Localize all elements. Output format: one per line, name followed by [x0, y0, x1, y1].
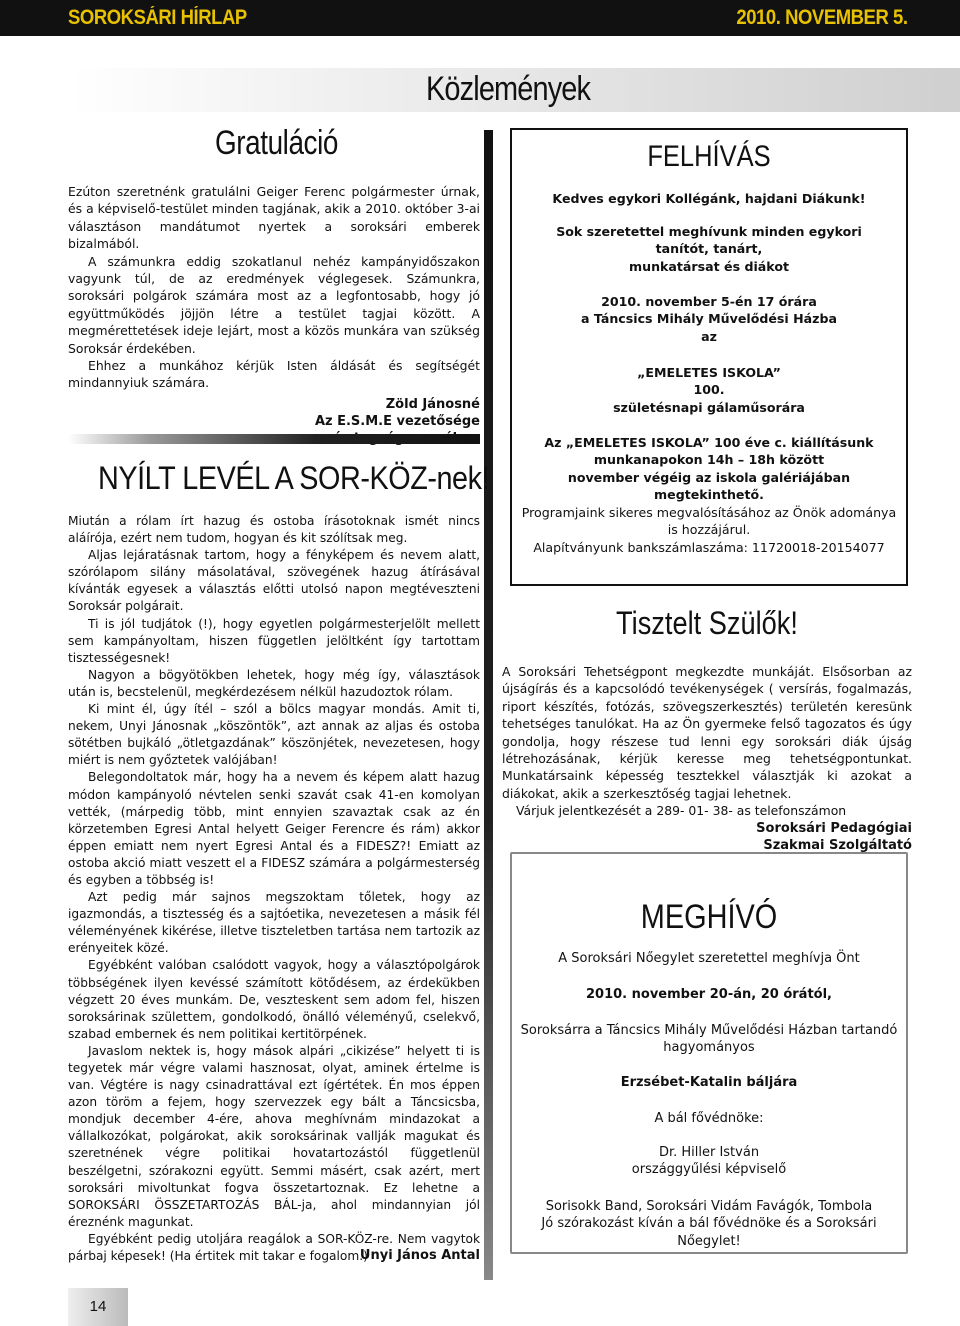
felhivas-greeting: Kedves egykori Kollégánk, hajdani Diákunk!: [552, 191, 866, 206]
issue-date: 2010. NOVEMBER 5.: [736, 6, 908, 29]
szulok-article: [502, 663, 912, 854]
horizontal-rule: [68, 434, 480, 444]
publication-name: SOROKSÁRI HÍRLAP: [68, 6, 247, 29]
exhibition-line: munkanapokon 14h – 18h között: [593, 452, 825, 468]
gala-line: 100.: [693, 382, 725, 398]
signature-line: Szakmai Szolgáltató: [763, 837, 912, 853]
meghivo-title: MEGHÍVÓ: [640, 898, 778, 936]
szulok-signature: [502, 820, 912, 854]
open-letter-paragraph: Nagyon a bögyötökben lehetek, hogy még így, választások után is, becstelenül, megkérdezésem nélkül hazudoztok rólam.: [68, 667, 480, 699]
invite-line: munkatársat és diákot: [628, 258, 790, 274]
invite-line: tanítót, tanárt,: [655, 241, 763, 257]
place-line: Soroksárra a Táncsics Mihály Művelődési Házban tartandó: [520, 1023, 898, 1038]
exhibition-line: Az „EMELETES ISKOLA” 100 éve c. kiállításunk: [544, 435, 874, 450]
page-number: 14: [68, 1288, 128, 1326]
meghivo-box: [510, 852, 908, 1254]
gratulacio-paragraph: Ehhez a munkához kérjük Isten áldását és segítségét mindannyiuk számára.: [68, 358, 480, 391]
open-letter-paragraph: Belegondoltatok már, hogy ha a nevem és képem alatt hazug módon kampányoló névtelen senki szavát csak 41-en komolyan vették, (márpedig több, mint ennyien szavaztak csak az én körzetemben Egresi Antal helyett Geiger Ferencre és rám) akkor éppen emiatt nem nyert Egresi Antal és a FIDESZ?! Emiatt az ostoba akció miatt veszett el a FIDESZ számára a polgármesterség és egyben a többség is!: [68, 770, 480, 887]
open-letter-title: NYÍLT LEVÉL A SOR-KÖZ-nek!: [98, 460, 490, 496]
open-letter-paragraph: Azt pedig már sajnos megszoktam tőletek, hogy az igazmondás, a tisztesség és a sajtóetika, nevezetesen a másik fél véleményének kikérése, illetve tiszteletben tartása nem tartozik az erényeitek közé.: [68, 890, 480, 956]
gratulacio-article: [68, 183, 480, 447]
column-divider: [484, 130, 493, 1280]
support-line: Programjaink sikeres megvalósításához az Önök adománya: [521, 505, 897, 520]
felhivas-exhibition: [512, 434, 906, 504]
felhivas-support: [512, 504, 906, 556]
szulok-paragraph: A Soroksári Tehetségpont megkezdte munkáját. Elsősorban az újságírás és a kapcsolódó tevékenységek ( versírás, fogalmazás, riport készítés, fotózás, szövegszerkesztés) területén keresünk tehetséges tanulókat. Ha az Ön gyermeke felső tagozatos és úgy gondolja, hogy részese tud lenni egy soroksári diák újság létrehozásának, kérjük keresse meg tehetségpontunkat. Munkatársaink képesség tesztekkel választják ki azokat a diákokat, akik a szerkesztőség tagjai lehetnek.: [502, 664, 912, 801]
gala-line: „EMELETES ISKOLA”: [637, 365, 781, 380]
meghivo-music: [512, 1198, 906, 1250]
felhivas-gala: [512, 364, 906, 416]
gratulacio-paragraph: Ezúton szeretnénk gratulálni Geiger Ferenc polgármester úrnak, és a képviselő-testület minden tagjának, akik a 2010. október 3-ai választáson mandátumot nyertek a soroksári emberek bizalmából.: [68, 184, 480, 252]
event-line: a Táncsics Mihály Művelődési Házba: [580, 311, 837, 327]
meghivo-place: [512, 1022, 906, 1057]
signature-line: Soroksári Pedagógiai: [756, 820, 912, 836]
gratulacio-title: Gratuláció: [215, 124, 338, 162]
invite-line: Sok szeretettel meghívunk minden egykori: [556, 224, 862, 239]
meghivo-ball: Erzsébet-Katalin bálj​ára: [620, 1075, 798, 1090]
signature-line: Az E.S.M.E vezetősége: [314, 413, 480, 429]
open-letter-paragraph: Javaslom nektek is, hogy mások alpári „cikizése” helyett ti is tegyetek már végre valami hasznosat, olyat, aminek értelme is van. Végtére is nagy csinadrattával ezt ígértétek. Én mos éppen azon töröm a fejem, hogy szervezzek egy bált a Táncsicsba, mondjuk december 4-ére, ahova meghívnám mindazokat a vállalkozókat, polgárokat, akik soroksárinak vallják magukat és szeretnének végre politikai hovatartozástól függetlenül beszélgetni, szórakozni együtt. Semmi másért, csak azért, mert soroksári mivoltunkat fogva összetartoznak. Ez lehetne a SOROKSÁRI ÖSSZETARTOZÁS BÁL-ja, ahol mindannyian jól éreznénk magunkat.: [68, 1043, 480, 1229]
meghivo-date: 2010. november 20-án, 20 órától,: [586, 987, 832, 1002]
gratulacio-paragraph: A számunkra eddig szokatlanul nehéz kampányidőszakon vagyunk túl, de az eredmények véglegesek. Számunkra, soroksári polgárok számára most az a legfontosabb, hogy jó együttműködés jöjjön létre a testület tagjai között. A megmérettetések ideje lejárt, most a közös munkára van szükség Soroksár érdekében.: [68, 253, 480, 356]
meghivo-patron-label: A bál fővédnöke:: [654, 1111, 764, 1126]
gala-line: születésnapi gálaműsorára: [613, 399, 805, 415]
music-line: Sorisokk Band, Soroksári Vidám Favágók, Tombola: [545, 1199, 873, 1214]
place-line: hagyományos: [663, 1040, 755, 1056]
exhibition-line: november végéig az iskola galériájában megtekinthető.: [567, 469, 851, 503]
felhivas-event: [512, 293, 906, 345]
felhivas-invite: [512, 223, 906, 275]
section-title: Közlemények: [426, 70, 591, 108]
open-letter-article: [68, 513, 480, 1265]
open-letter-paragraph: Egyébként valóban csalódott vagyok, hogy a választópolgárok többségének ilyen kevéssé számított kötődésem, az érdekükben végzett 20 éves munkám. De, veszteskent sem adom fel, hiszen soroksárinak születtem, gondolkodó, önálló véleményű, cselekvő, szabad embernek és nem politikai kertitörpének.: [68, 958, 480, 1041]
szulok-contact: Várjuk jelentkezését a 289- 01- 38- as telefonszámon: [516, 803, 847, 819]
masthead-bar: [0, 0, 960, 36]
felhivas-box: [510, 128, 908, 586]
open-letter-paragraph: Miután a rólam írt hazug és ostoba írásotoknak ismét nincs aláírója, ezért nem tudom, hogyan és kit szólítsak meg.: [68, 514, 480, 546]
support-line: is hozzájárul.: [667, 522, 751, 538]
meghivo-patron: [512, 1144, 906, 1179]
open-letter-paragraph: Egyébként pedig utoljára reagálok a SOR-KÖZ-re. Nem vagytok párbaj képesek! (Ha értitek mit takar e fogalom.): [68, 1231, 480, 1264]
patron-line: országgyűlési képviselő: [631, 1162, 787, 1178]
patron-line: Dr. Hiller István: [658, 1145, 760, 1160]
open-letter-paragraph: Aljas lejáratásnak tartom, hogy a fényképem és nevem alatt, szórólapom silány másolatával, szövegének hazug átírásával kívánták egyesek a választás előtti utolsó napon megtéveszteni Soroksár polgárait.: [68, 548, 480, 614]
signature-line: Zöld Jánosné: [385, 396, 480, 412]
event-line: 2010. november 5-én 17 órára: [601, 294, 817, 309]
meghivo-intro: A Soroksári Nőegylet szeretettel meghívja Önt: [558, 951, 860, 966]
support-line: Alapítványunk bankszámlaszáma: 11720018-20154077: [533, 539, 885, 555]
szulok-title: Tisztelt Szülők!: [616, 605, 798, 641]
open-letter-paragraph: Ki mint él, úgy ítél – szól a bölcs magyar mondás. Amit ti, nekem, Unyi Jánosnak „köszöntök”, azt annak az aljas és ostoba sötétben bujkáló „ötletgazdának” köszönjétek, nevezetesen, hogy miért is nem győztetek valójában!: [68, 702, 480, 768]
music-line: Jó szórakozást kíván a bál fővédnöke és a Soroksári Nőegylet!: [541, 1216, 877, 1249]
open-letter-paragraph: Ti is jól tudjátok (!), hogy egyetlen polgármesterjelölt mellett sem kampányoltam, hiszen független jelöltként így tartottam tisztességesnek!: [68, 616, 480, 665]
felhivas-title: FELHÍVÁS: [647, 140, 771, 173]
open-letter-signature: Unyi János Antal: [359, 1248, 480, 1263]
event-line: az: [701, 328, 717, 344]
